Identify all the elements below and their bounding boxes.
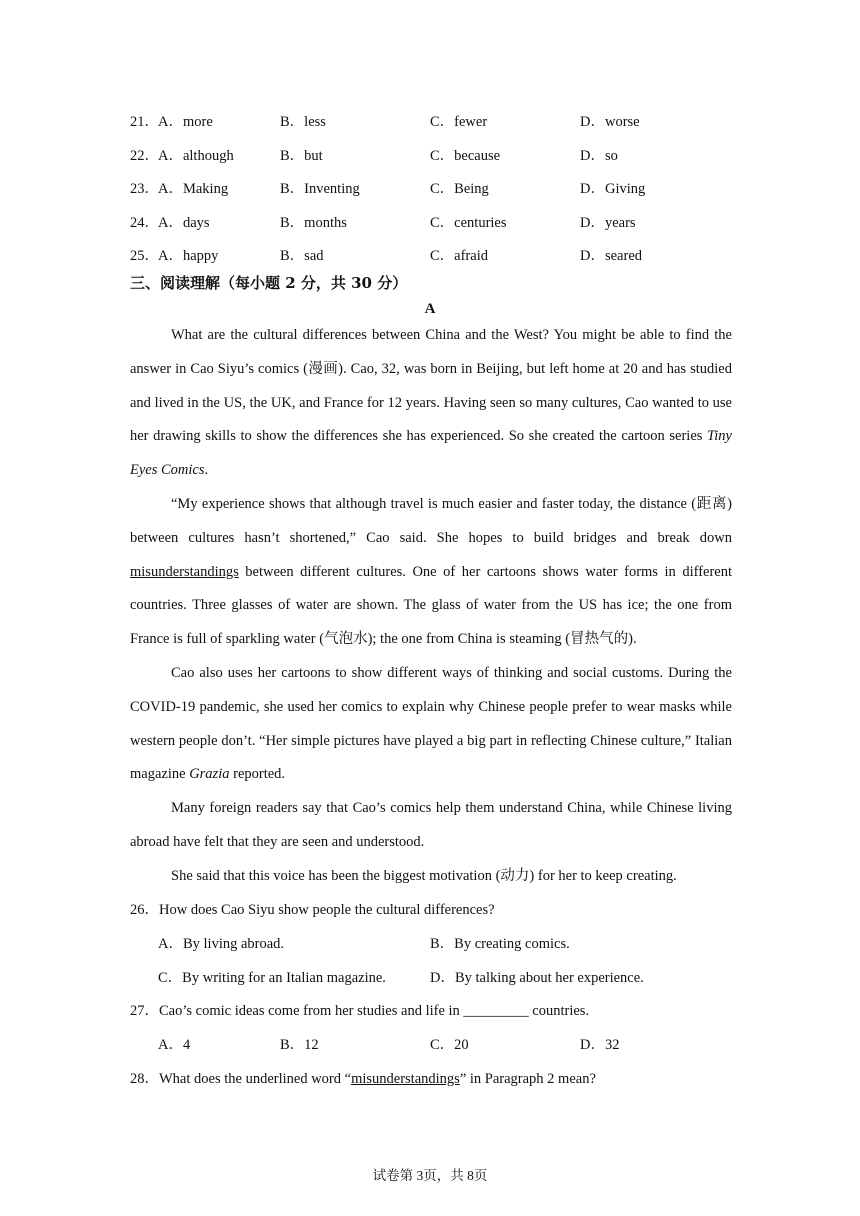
question-28: 28．What does the underlined word “misunderstandings” in Paragraph 2 mean? <box>130 1071 596 1087</box>
paragraph-5: She said that this voice has been the biggest motivation (动力) for her to keep creating. <box>171 868 677 884</box>
cloze-option-d: D．Giving <box>580 181 646 197</box>
cloze-option-b: B．months <box>280 215 347 231</box>
question-number: 25． <box>130 248 159 264</box>
q26-option-c: C．By writing for an Italian magazine. <box>158 970 386 986</box>
cloze-option-row <box>130 245 643 267</box>
cloze-option-c: C．centuries <box>430 215 507 231</box>
cloze-option-row <box>130 145 618 167</box>
cloze-option-b: B．Inventing <box>280 181 360 197</box>
q26-option-d: D．By talking about her experience. <box>430 970 644 986</box>
cloze-option-a: A．happy <box>158 248 219 264</box>
paragraph-4: Many foreign readers say that Cao’s comics help them understand China, while Chinese living abroad have felt that they are seen and understood. <box>130 800 732 850</box>
cloze-option-d: D．worse <box>580 114 640 130</box>
cloze-option-b: B．sad <box>280 248 324 264</box>
question-27: 27．Cao’s comic ideas come from her studies and life in _________ countries. <box>130 1003 590 1019</box>
q27-option-c: C．20 <box>430 1037 469 1053</box>
question-number: 21． <box>130 114 159 130</box>
cloze-option-c: C．fewer <box>430 114 488 130</box>
q27-option-d: D．32 <box>580 1037 620 1053</box>
section-title: 三、阅读理解（每小题 2 分，共 30 分） <box>130 274 408 292</box>
cloze-option-a: A．Making <box>158 181 229 197</box>
cloze-option-a: A．although <box>158 148 234 164</box>
cloze-option-row <box>130 178 646 200</box>
cloze-option-c: C．because <box>430 148 501 164</box>
cloze-option-d: D．seared <box>580 248 643 264</box>
question-26: 26．How does Cao Siyu show people the cultural differences? <box>130 902 495 918</box>
paragraph-2: “My experience shows that although travel is much easier and faster today, the distance (距离) between cultures hasn’t shortened,” Cao said. She hopes to build bridges and break down misunderstandings between different cultures. One of her cartoons shows water forms in different countries. Three glasses of water are shown. The glass of water from the US has ice; the one from France is full of sparkling water (气泡水); the one from China is steaming (冒热气的). <box>130 496 732 648</box>
question-number: 24． <box>130 215 159 231</box>
cloze-option-b: B．less <box>280 114 326 130</box>
underlined-word: misunderstandings <box>130 563 239 580</box>
q26-option-a: A．By living abroad. <box>158 936 285 952</box>
cloze-option-d: D．so <box>580 148 618 164</box>
q26-option-b: B．By creating comics. <box>430 936 570 952</box>
page-footer: 试卷第 3页，共 8页 <box>372 1168 488 1183</box>
question-number: 23． <box>130 181 159 197</box>
cloze-option-a: A．days <box>158 215 210 231</box>
cloze-option-c: C．afraid <box>430 248 488 264</box>
q27-option-a: A．4 <box>158 1037 191 1053</box>
q27-option-b: B．12 <box>280 1037 319 1053</box>
paragraph-1: What are the cultural differences between China and the West? You might be able to find the answer in Cao Siyu’s comics (漫画). Cao, 32, was born in Beijing, but left home at 20 and has studied and lived in the US, the UK, and France for 12 years. Having seen so many cultures, Cao wanted to use her drawing skills to show the differences she has experienced. So she created the cartoon series Tiny Eyes Comics. <box>130 327 732 479</box>
passage-title: A <box>424 301 436 317</box>
cloze-option-row <box>130 111 640 133</box>
underlined-word-ref: misunderstandings <box>351 1071 460 1087</box>
cloze-option-a: A．more <box>158 114 213 130</box>
question-number: 22． <box>130 148 159 164</box>
cloze-option-d: D．years <box>580 215 636 231</box>
cloze-option-b: B．but <box>280 148 323 164</box>
paragraph-3: Cao also uses her cartoons to show different ways of thinking and social customs. During the COVID-19 pandemic, she used her comics to explain why Chinese people prefer to wear masks while western people don’t. “Her simple pictures have played a big part in reflecting Chinese culture,” Italian magazine Grazia reported. <box>130 665 732 783</box>
cloze-option-c: C．Being <box>430 181 489 197</box>
cloze-option-row <box>130 212 636 234</box>
